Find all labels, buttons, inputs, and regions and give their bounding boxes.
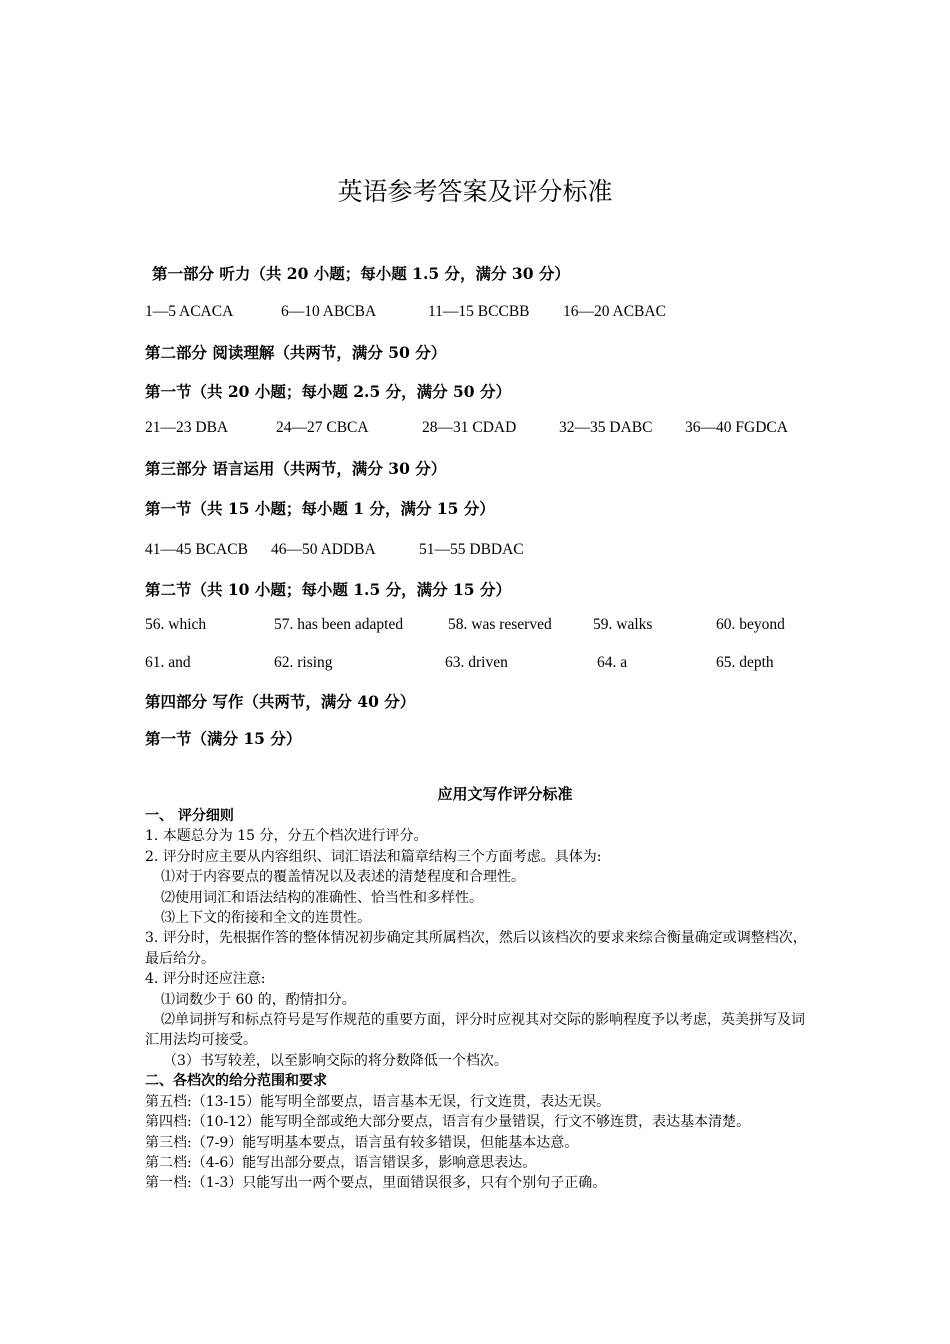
answer-item: 63. driven xyxy=(445,654,508,671)
rule-subitem: ⑶上下文的衔接和全文的连贯性。 xyxy=(161,910,371,927)
answer-item: 58. was reserved xyxy=(448,616,552,633)
rule-subitem: ⑵单词拼写和标点符号是写作规范的重要方面，评分时应视其对交际的影响程度予以考虑，英美拼写及词汇用法均可接受。 xyxy=(145,1012,805,1049)
rule-subitem: ⑴词数少于 60 的，酌情扣分。 xyxy=(161,991,356,1008)
answer-item: 57. has been adapted xyxy=(274,616,404,633)
rule-item: 1. 本题总分为 15 分，分五个档次进行评分。 xyxy=(145,828,428,845)
scoring-standard xyxy=(145,806,815,1194)
answer-item: 56. which xyxy=(145,616,207,633)
part2-sec1-heading: 第一节（共 20 小题；每小题 2.5 分，满分 50 分） xyxy=(145,382,511,401)
grade-level: 第二档:（4-6）能写出部分要点，语言错误多，影响意思表达。 xyxy=(145,1154,537,1171)
section-heading: 二、各档次的给分范围和要求 xyxy=(145,1073,327,1090)
rule-subitem: ⑴对于内容要点的覆盖情况以及表述的清楚程度和合理性。 xyxy=(161,869,525,886)
answer-group: 32—35 DABC xyxy=(559,419,653,436)
part4-sec1-heading: 第一节（满分 15 分） xyxy=(145,729,302,748)
answer-item: 65. depth xyxy=(716,654,774,671)
answer-group: 1—5 ACACA xyxy=(145,303,234,320)
grade-level: 第一档:（1-3）只能写出一两个要点，里面错误很多，只有个别句子正确。 xyxy=(145,1175,607,1192)
part1-answers xyxy=(0,303,950,325)
answer-item: 62. rising xyxy=(274,654,333,671)
part2-heading: 第二部分 阅读理解（共两节，满分 50 分） xyxy=(145,343,447,362)
part3-sec1-answers xyxy=(0,541,950,563)
part3-heading: 第三部分 语言运用（共两节，满分 30 分） xyxy=(145,459,447,478)
answer-group: 16—20 ACBAC xyxy=(563,303,666,320)
part3-sec2-row2 xyxy=(0,654,950,676)
answer-group: 46—50 ADDBA xyxy=(271,541,376,558)
answer-group: 24—27 CBCA xyxy=(276,419,369,436)
answer-group: 41—45 BCACB xyxy=(145,541,248,558)
grade-level: 第三档:（7-9）能写明基本要点，语言虽有较多错误，但能基本达意。 xyxy=(145,1134,579,1151)
answer-group: 6—10 ABCBA xyxy=(281,303,377,320)
rule-item: 3. 评分时，先根据作答的整体情况初步确定其所属档次，然后以该档次的要求来综合衡量确定或调整档次，最后给分。 xyxy=(145,930,807,967)
answer-group: 11—15 BCCBB xyxy=(428,303,530,320)
answer-group: 21—23 DBA xyxy=(145,419,229,436)
rule-item: 2. 评分时应主要从内容组织、词汇语法和篇章结构三个方面考虑。具体为: xyxy=(145,848,602,865)
section-heading: 一、 评分细则 xyxy=(145,808,234,824)
grade-level: 第五档:（13-15）能写明全部要点，语言基本无误，行文连贯，表达无误。 xyxy=(145,1093,611,1110)
part3-sec1-heading: 第一节（共 15 小题；每小题 1 分，满分 15 分） xyxy=(145,499,495,518)
part4-heading: 第四部分 写作（共两节，满分 40 分） xyxy=(145,692,416,711)
part3-sec2-heading: 第二节（共 10 小题；每小题 1.5 分，满分 15 分） xyxy=(145,580,511,599)
standard-title: 应用文写作评分标准 xyxy=(437,785,573,803)
answer-item: 59. walks xyxy=(593,616,653,633)
answer-group: 51—55 DBDAC xyxy=(419,541,524,558)
part1-heading: 第一部分 听力（共 20 小题；每小题 1.5 分，满分 30 分） xyxy=(152,264,570,283)
grade-level: 第四档:（10-12）能写明全部或绝大部分要点，语言有少量错误，行文不够连贯，表达基本清楚。 xyxy=(145,1114,751,1131)
answer-group: 28—31 CDAD xyxy=(422,419,517,436)
rule-subitem: （3）书写较差，以至影响交际的将分数降低一个档次。 xyxy=(163,1052,508,1069)
rule-item: 4. 评分时还应注意: xyxy=(145,971,266,988)
part3-sec2-row1 xyxy=(0,616,950,638)
answer-item: 61. and xyxy=(145,654,191,671)
answer-group: 36—40 FGDCA xyxy=(685,419,788,436)
page-title: 英语参考答案及评分标准 xyxy=(337,177,613,206)
answer-item: 64. a xyxy=(597,654,628,671)
part2-answers xyxy=(0,419,950,441)
answer-item: 60. beyond xyxy=(716,616,785,633)
rule-subitem: ⑵使用词汇和语法结构的准确性、恰当性和多样性。 xyxy=(161,889,483,906)
